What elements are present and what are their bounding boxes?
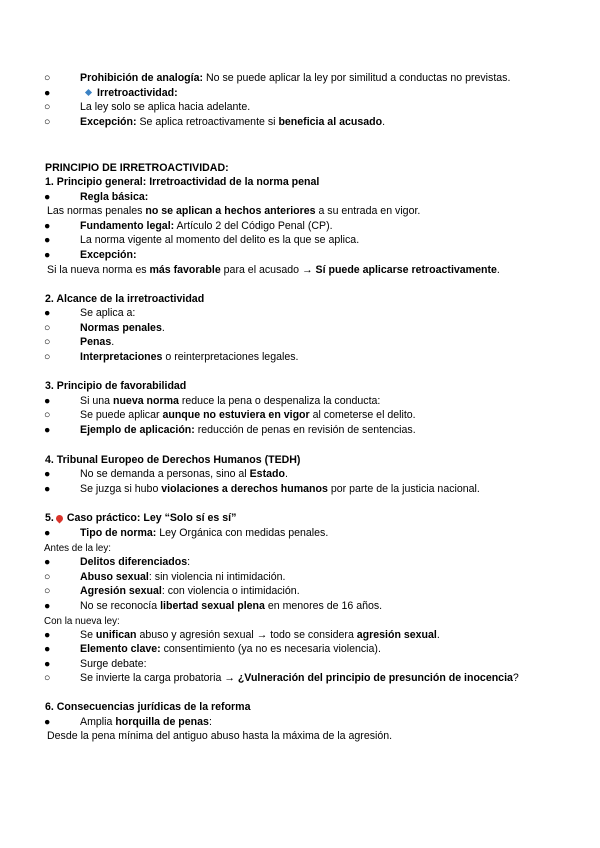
- section-heading: 1. Principio general: Irretroactividad de la norma penal: [45, 176, 320, 188]
- hollow-bullet: ○: [44, 116, 51, 128]
- filled-bullet: ●: [44, 600, 51, 612]
- term: Prohibición de analogía:: [80, 72, 204, 84]
- section-title: PRINCIPIO DE IRRETROACTIVIDAD:: [45, 162, 229, 174]
- filled-bullet: ●: [44, 191, 51, 203]
- pushpin-icon: [54, 513, 64, 523]
- filled-bullet: ●: [44, 629, 51, 641]
- section-heading: 3. Principio de favorabilidad: [45, 380, 187, 392]
- section-heading: 6. Consecuencias jurídicas de la reforma: [45, 701, 251, 713]
- filled-bullet: ●: [44, 468, 51, 480]
- hollow-bullet: ○: [44, 585, 51, 597]
- filled-bullet: ●: [44, 87, 51, 99]
- filled-bullet: ●: [44, 307, 51, 319]
- hollow-bullet: ○: [44, 351, 51, 363]
- filled-bullet: ●: [44, 556, 51, 568]
- filled-bullet: ●: [44, 716, 51, 728]
- filled-bullet: ●: [44, 234, 51, 246]
- hollow-bullet: ○: [44, 336, 51, 348]
- filled-bullet: ●: [44, 249, 51, 261]
- filled-bullet: ●: [44, 395, 51, 407]
- hollow-bullet: ○: [44, 571, 51, 583]
- blue-diamond-icon: [85, 89, 92, 96]
- filled-bullet: ●: [44, 658, 51, 670]
- hollow-bullet: ○: [44, 409, 51, 421]
- section-heading: 5. Caso práctico: Ley “Solo sí es sí”: [45, 512, 237, 524]
- filled-bullet: ●: [44, 424, 51, 436]
- filled-bullet: ●: [44, 643, 51, 655]
- hollow-bullet: ○: [44, 72, 51, 84]
- section-heading: 2. Alcance de la irretroactividad: [45, 293, 205, 305]
- hollow-bullet: ○: [44, 672, 51, 684]
- hollow-bullet: ○: [44, 101, 51, 113]
- section-heading: 4. Tribunal Europeo de Derechos Humanos (TEDH): [45, 454, 301, 466]
- filled-bullet: ●: [44, 220, 51, 232]
- document-page: ○ Prohibición de analogía: No se puede aplicar la ley por similitud a conductas no previstas. ● Irretroactividad: ○ La ley solo se aplica hacia adelante. ○ Excepción: Se aplica retroactivamente si beneficia al acusado. PRINCIPIO DE IRRETROACTIVIDAD: 1. Principio general: Irretroactividad de la norma penal ● Regla básica: Las normas penales no se aplican a hechos anteriores a su entrada en vigor. ● Fundamento legal: Artículo 2 del Código Penal (CP). ● La norma vigente al momento del delito es la que se aplica. ● Excepción: Si la nueva norma es más favorable para el acusado → Sí puede aplicarse retroactivamente. 2. Alcance de la irretroactividad ● Se aplica a: ○ Normas penales. ○ Penas. ○ Interpretaciones o reinterpretaciones legales. 3. Principio de favorabilidad ● Si una nueva norma reduce la pena o despenaliza la conducta: ○ Se puede aplicar aunque no estuviera en vigor al cometerse el delito. ● Ejemplo de aplicación: reducción de penas en revisión de sentencias. 4. Tribunal Europeo de Derechos Humanos (TEDH) ● No se demanda a personas, sino al Estado. ● Se juzga si hubo violaciones a derechos humanos por parte de la justicia nacional. 5. Caso práctico: Ley “Solo sí es sí” ● Tipo de norma: Ley Orgánica con medidas penales. Antes de la ley: ● Delitos diferenciados: ○ Abuso sexual: sin violencia ni intimidación. ○ Agresión sexual: con violencia o intimidación. ● No se reconocía libertad sexual plena en menores de 16 años. Con la nueva ley: ● Se unifican abuso y agresión sexual → todo se considera agresión sexual. ● Elemento clave: consentimiento (ya no es necesaria violencia). ● Surge debate: ○ Se invierte la carga probatoria → ¿Vulneración del principio de presunción de inocencia? 6. Consecuencias jurídicas de la reforma ● Amplia horquilla de penas: Desde la pena mínima del antiguo abuso hasta la máxima de la agresión.: [44, 72, 519, 742]
- hollow-bullet: ○: [44, 322, 51, 334]
- filled-bullet: ●: [44, 527, 51, 539]
- filled-bullet: ●: [44, 483, 51, 495]
